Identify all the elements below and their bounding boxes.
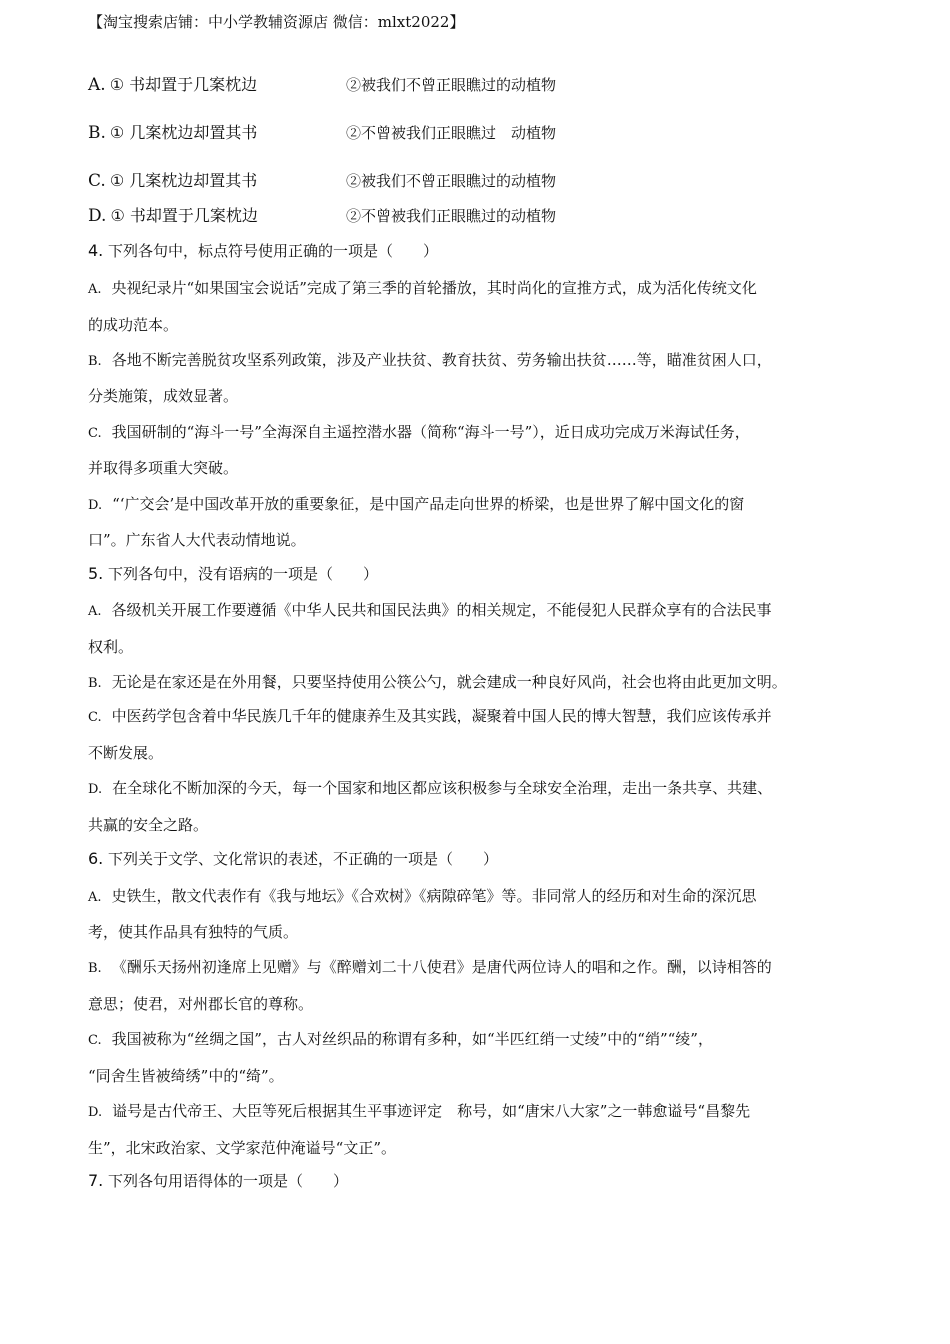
q6-choice-c-cont: “同舍生皆被绮绣”中的“绮”。 [88, 1067, 284, 1085]
q5-choice-c: C. 中医药学包含着中华民族几千年的健康养生及其实践，凝聚着中国人民的博大智慧，我们应该传承并 [88, 707, 772, 725]
q4-stem: 4. 下列各句中，标点符号使用正确的一项是（ ） [88, 241, 439, 260]
q6-choice-d: D. 谥号是古代帝王、大臣等死后根据其生平事迹评定 称号，如“唐宋八大家”之一韩愈谥号“昌黎先 [88, 1102, 751, 1120]
q3-option-a-part2: ②被我们不曾正眼瞧过的动植物 [346, 76, 557, 94]
q6-stem: 6. 下列关于文学、文化常识的表述，不正确的一项是（ ） [88, 849, 499, 868]
q5-choice-b: B. 无论是在家还是在外用餐，只要坚持使用公筷公勺，就会建成一种良好风尚，社会也将由此更加文明。 [88, 673, 787, 691]
q3-option-b: B. ① 几案枕边却置其书 [88, 123, 258, 143]
q4-choice-d-cont: 口”。广东省人大代表动情地说。 [88, 531, 306, 549]
q6-choice-d-cont: 生”，北宋政治家、文学家范仲淹谥号“文正”。 [88, 1139, 397, 1157]
q3-option-c-part2: ②被我们不曾正眼瞧过的动植物 [346, 172, 557, 190]
q3-option-d-part2: ②不曾被我们正眼瞧过的动植物 [346, 207, 557, 225]
q7-stem: 7. 下列各句用语得体的一项是（ ） [88, 1171, 349, 1190]
q4-choice-b: B. 各地不断完善脱贫攻坚系列政策，涉及产业扶贫、教育扶贫、劳务输出扶贫……等，瞄准贫困人口， [88, 351, 772, 369]
q5-choice-a: A. 各级机关开展工作要遵循《中华人民共和国民法典》的相关规定，不能侵犯人民群众享有的合法民事 [88, 601, 772, 619]
q4-choice-c: C. 我国研制的“海斗一号”全海深自主遥控潜水器（简称“海斗一号”），近日成功完成万米海试任务， [88, 423, 750, 441]
q5-choice-c-cont: 不断发展。 [88, 744, 164, 762]
q5-choice-d: D. 在全球化不断加深的今天，每一个国家和地区都应该积极参与全球安全治理，走出一条共享、共建、 [88, 779, 773, 797]
q4-choice-d: D. “‘广交会’是中国改革开放的重要象征，是中国产品走向世界的桥梁，也是世界了解中国文化的窗 [88, 495, 745, 513]
q4-choice-a-cont: 的成功范本。 [88, 316, 179, 334]
q5-choice-d-cont: 共赢的安全之路。 [88, 816, 209, 834]
q4-choice-c-cont: 并取得多项重大突破。 [88, 459, 239, 477]
q5-stem: 5. 下列各句中，没有语病的一项是（ ） [88, 564, 379, 583]
q3-option-b-part2: ②不曾被我们正眼瞧过 动植物 [346, 124, 557, 142]
q6-choice-a-cont: 考，使其作品具有独特的气质。 [88, 923, 299, 941]
q6-choice-a: A. 史铁生，散文代表作有《我与地坛》《合欢树》《病隙碎笔》等。非同常人的经历和对生命的深沉思 [88, 887, 757, 905]
q5-choice-a-cont: 权利。 [88, 638, 134, 656]
q4-choice-a: A. 央视纪录片“如果国宝会说话”完成了第三季的首轮播放，其时尚化的宣推方式，成为活化传统文化 [88, 279, 757, 297]
q3-option-a: A. ① 书却置于几案枕边 [88, 75, 258, 95]
q4-choice-b-cont: 分类施策，成效显著。 [88, 387, 239, 405]
q3-option-d: D. ① 书却置于几案枕边 [88, 206, 258, 226]
q6-choice-b-cont: 意思；使君，对州郡长官的尊称。 [88, 995, 314, 1013]
q6-choice-b: B. 《酬乐天扬州初逢席上见赠》与《醉赠刘二十八使君》是唐代两位诗人的唱和之作。酬，以诗相答的 [88, 958, 772, 976]
q6-choice-c: C. 我国被称为“丝绸之国”，古人对丝织品的称谓有多种，如“半匹红绡一丈绫”中的“绡”“绫”， [88, 1030, 713, 1048]
page-header: 【淘宝搜索店铺：中小学教辅资源店 微信：mlxt2022】 [88, 13, 465, 31]
q3-option-c: C. ① 几案枕边却置其书 [88, 171, 258, 191]
